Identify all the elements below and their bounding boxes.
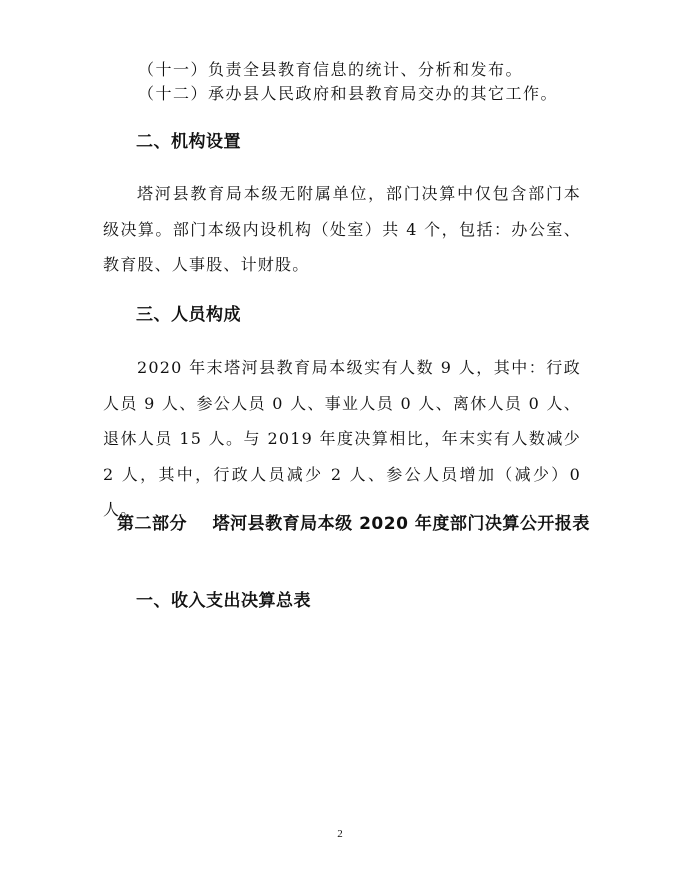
duty-item-11: （十一）负责全县教育信息的统计、分析和发布。 [138,60,524,79]
section-heading-organization: 二、机构设置 [136,132,241,152]
part-two-heading: 第二部分 塔河县教育局本级 2020 年度部门决算公开报表 [117,514,590,534]
duty-item-12: （十二）承办县人民政府和县教育局交办的其它工作。 [138,84,559,103]
page-number: 2 [337,828,343,840]
personnel-paragraph: 2020 年末塔河县教育局本级实有人数 9 人，其中：行政人员 9 人、参公人员 0 人、事业人员 0 人、离休人员 0 人、退休人员 15 人。与 2019 年度决算相比，年末实有人数减少 2 人，其中，行政人员减少 2 人、参公人员增加（减少）0 人。 [103,358,581,519]
organization-paragraph: 塔河县教育局本级无附属单位，部门决算中仅包含部门本级决算。部门本级内设机构（处室）共 4 个，包括：办公室、教育股、人事股、计财股。 [103,184,581,274]
income-expenditure-table-heading: 一、收入支出决算总表 [136,591,311,611]
section-heading-personnel: 三、人员构成 [136,305,241,325]
